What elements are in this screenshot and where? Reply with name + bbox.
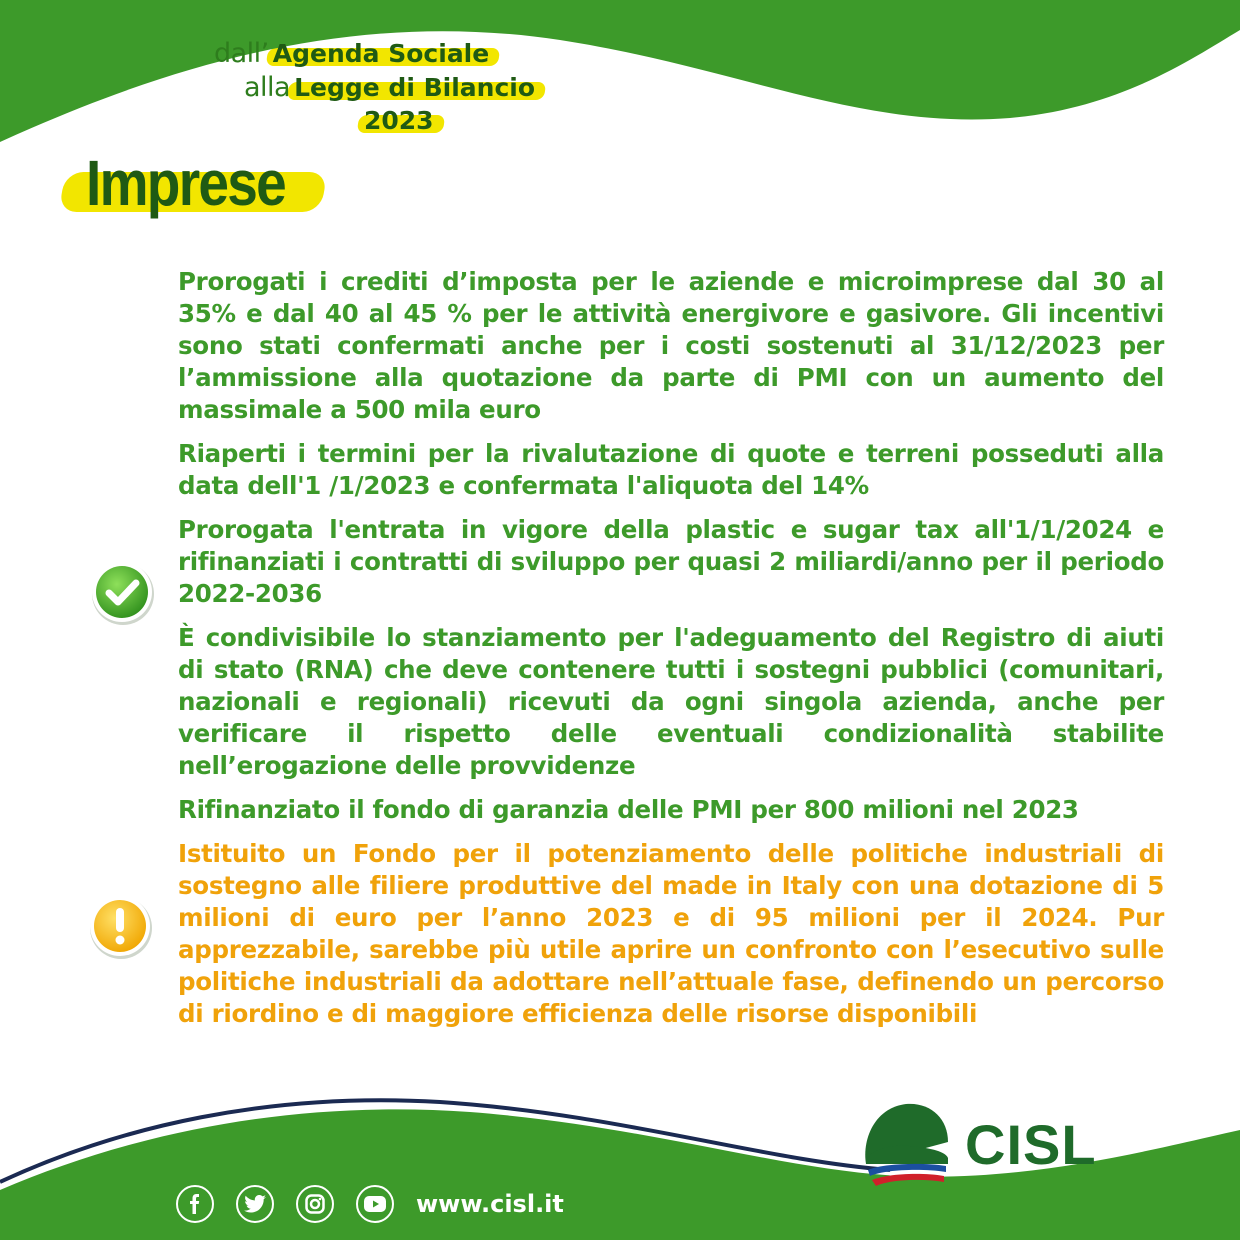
instagram-icon[interactable] (296, 1185, 334, 1223)
twitter-icon[interactable] (236, 1185, 274, 1223)
social-bar (176, 1182, 564, 1226)
header-agenda-sociale: Agenda Sociale (269, 39, 493, 68)
header-year: 2023 (360, 106, 438, 135)
header-prefix-2: alla (244, 72, 291, 103)
website-link[interactable]: www.cisl.it (416, 1190, 564, 1218)
header-prefix-1: dall’ (214, 38, 269, 69)
header-line-1 (214, 38, 493, 69)
header-line-3 (360, 106, 438, 135)
cisl-logo-text: CISL (965, 1113, 1097, 1176)
header-legge-bilancio: Legge di Bilancio (290, 73, 539, 102)
content-paragraph: Prorogati i crediti d’imposta per le aziende e microimprese dal 30 al 35% e dal 40 al 45 % per le attività energivore e gasivore. Gli incentivi sono stati confermati anche per i costi sostenuti al 31/12/2023 per l’ammissione alla quotazione da parte di PMI con un aumento del massimale a 500 mila euro (178, 267, 1164, 424)
cisl-logo (860, 1100, 1120, 1190)
page-title: Imprese (86, 147, 286, 219)
warning-paragraph: Istituito un Fondo per il potenziamento delle politiche industriali di sostegno alle filiere produttive del made in Italy con una dotazione di 5 milioni di euro per l’anno 2023 e di 95 milioni per il 2024. Pur apprezzabile, sarebbe più utile aprire un confronto con l’esecutivo sulle politiche industriali da adottare nell’attuale fase, definendo un percorso di riordino e di maggiore efficienza delle risorse disponibili (178, 839, 1164, 1028)
content-paragraph: Prorogata l'entrata in vigore della plastic e sugar tax all'1/1/2024 e rifinanziati i contratti di sviluppo per quasi 2 miliardi/anno per il periodo 2022-2036 (178, 515, 1164, 608)
content-paragraph: Rifinanziato il fondo di garanzia delle PMI per 800 milioni nel 2023 (178, 795, 1079, 824)
content-list (178, 266, 1164, 1042)
campaign-header (210, 36, 630, 146)
warning-icon (86, 892, 154, 960)
content-paragraph: È condivisibile lo stanziamento per l'adeguamento del Registro di aiuti di stato (RNA) che deve contenere tutti i sostegni pubblici (comunitari, nazionali e regionali) ricevuti da ogni singola azienda, anche per verificare il rispetto delle eventuali condizionalità stabilite nell’erogazione delle provvidenze (178, 623, 1164, 780)
header-line-2 (244, 72, 539, 103)
check-icon (88, 558, 156, 626)
cisl-logo-mark (860, 1100, 960, 1190)
facebook-icon[interactable] (176, 1185, 214, 1223)
content-paragraph: Riaperti i termini per la rivalutazione di quote e terreni posseduti alla data dell'1 /1/2023 e confermata l'aliquota del 14% (178, 439, 1164, 500)
youtube-icon[interactable] (356, 1185, 394, 1223)
page-title-block (62, 142, 332, 222)
